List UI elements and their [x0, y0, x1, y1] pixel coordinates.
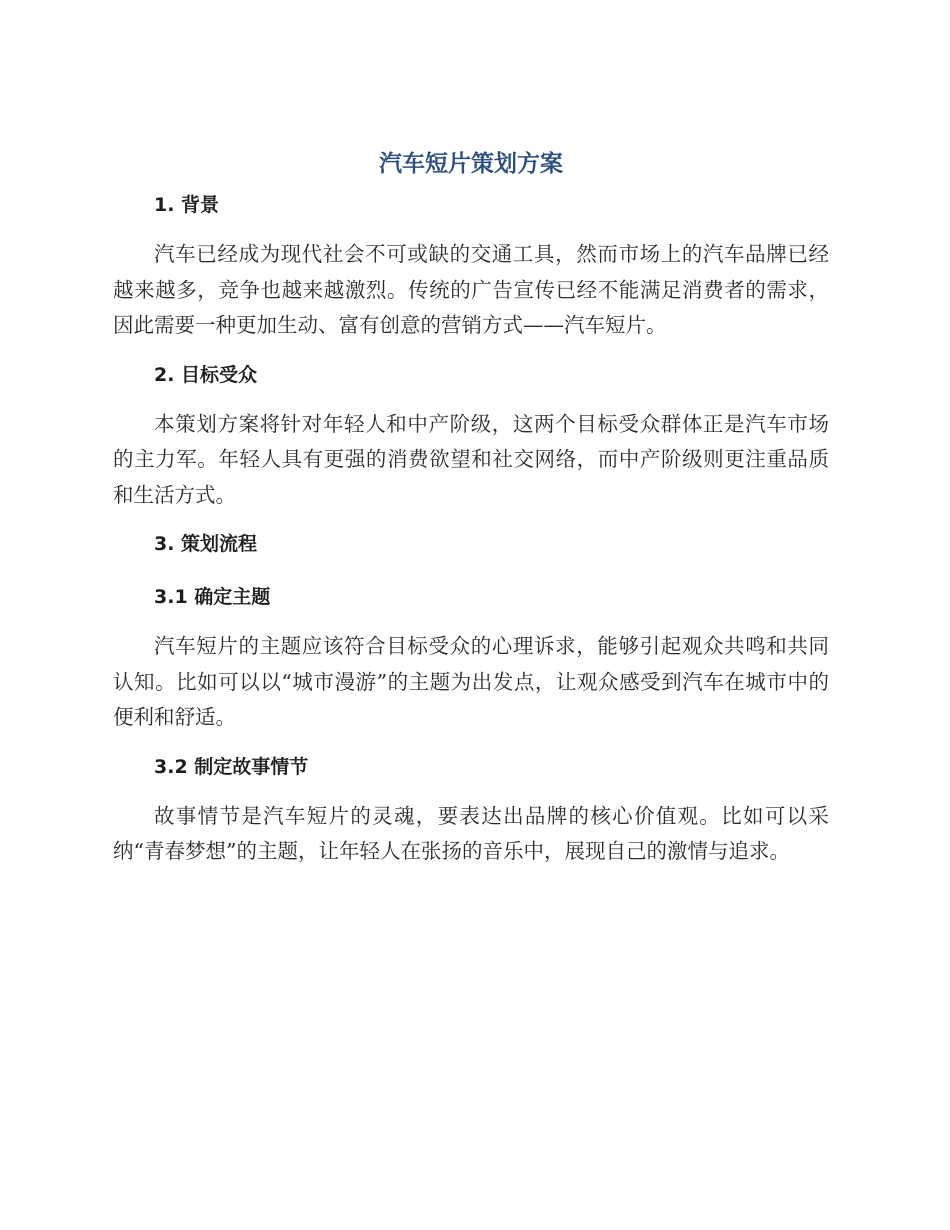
document-title: 汽车短片策划方案 — [379, 151, 563, 177]
section-body-storyline: 故事情节是汽车短片的灵魂，要表达出品牌的核心价值观。比如可以采纳“青春梦想”的主题，让年轻人在张扬的音乐中，展现自己的激情与追求。 — [113, 803, 829, 863]
document-page — [113, 142, 829, 870]
section-heading-planning-process: 3. 策划流程 — [154, 533, 258, 555]
section-heading-define-theme: 3.1 确定主题 — [154, 586, 271, 608]
section-heading-background: 1. 背景 — [154, 194, 220, 216]
section-heading-target-audience: 2. 目标受众 — [154, 363, 258, 386]
section-body-background: 汽车已经成为现代社会不可或缺的交通工具，然而市场上的汽车品牌已经越来越多，竞争也越来越激烈。传统的广告宣传已经不能满足消费者的需求，因此需要一种更加生动、富有创意的营销方式——汽车短片。 — [113, 242, 829, 337]
section-body-target-audience: 本策划方案将针对年轻人和中产阶级，这两个目标受众群体正是汽车市场的主力军。年轻人具有更强的消费欲望和社交网络，而中产阶级则更注重品质和生活方式。 — [113, 411, 829, 507]
section-heading-storyline: 3.2 制定故事情节 — [154, 755, 309, 778]
section-body-define-theme: 汽车短片的主题应该符合目标受众的心理诉求，能够引起观众共鸣和共同认知。比如可以以“城市漫游”的主题为出发点，让观众感受到汽车在城市中的便利和舒适。 — [113, 634, 829, 729]
